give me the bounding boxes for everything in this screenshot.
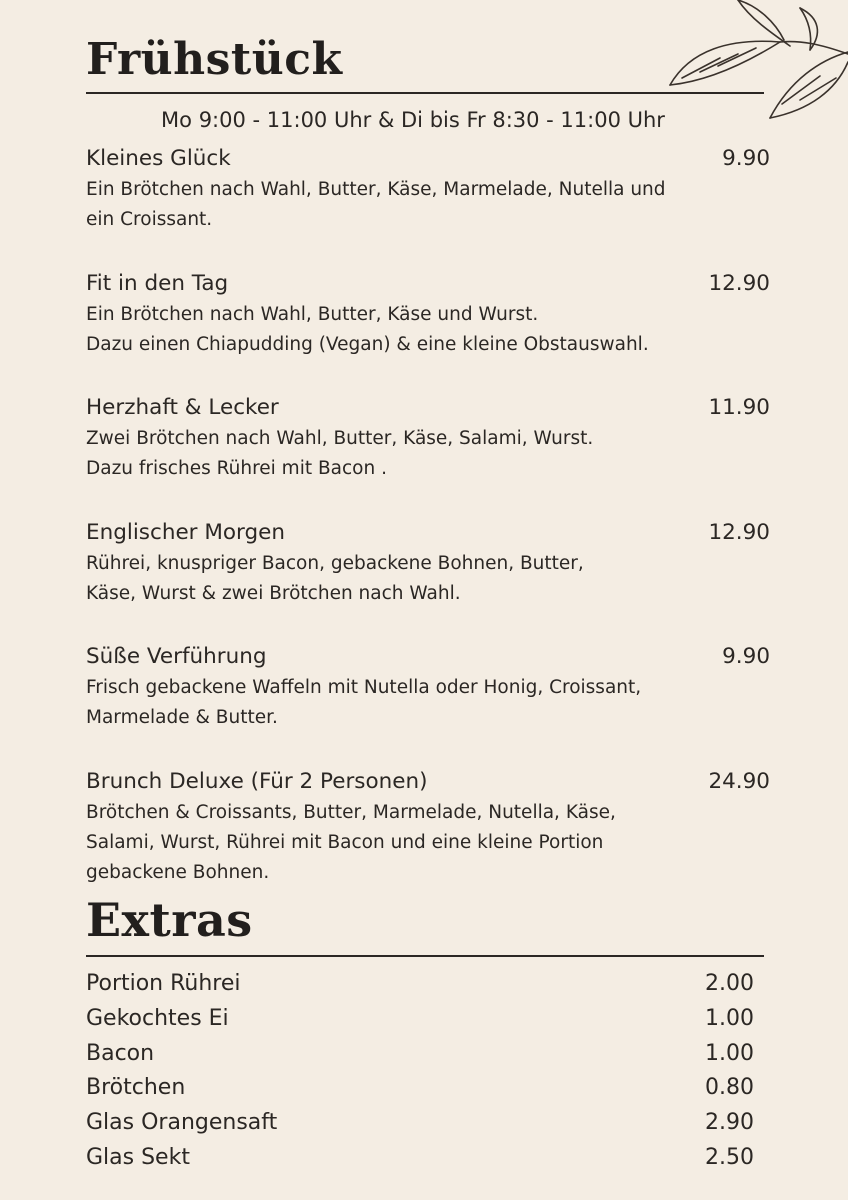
extras-title: Extras <box>86 893 253 947</box>
menu-item-price: 9.90 <box>722 146 770 171</box>
menu-item-price: 9.90 <box>722 644 770 669</box>
description-line: Frisch gebackene Waffeln mit Nutella oder Honig, Croissant, <box>86 677 642 698</box>
extra-item-name: Bacon <box>86 1040 155 1066</box>
title-divider <box>86 92 764 94</box>
menu-item-name: Süße Verführung <box>86 644 267 669</box>
description-line: Ein Brötchen nach Wahl, Butter, Käse und Wurst. <box>86 304 539 325</box>
description-line: Brötchen & Croissants, Butter, Marmelade, Nutella, Käse, <box>86 802 616 823</box>
description-line: Dazu einen Chiapudding (Vegan) & eine kleine Obstauswahl. <box>86 334 649 355</box>
menu-item <box>86 394 776 484</box>
menu-item-name: Fit in den Tag <box>86 271 229 296</box>
description-line: Marmelade & Butter. <box>86 707 278 728</box>
extras-list <box>86 967 758 1176</box>
menu-item-description <box>86 175 756 235</box>
description-line: Ein Brötchen nach Wahl, Butter, Käse, Marmelade, Nutella und <box>86 179 666 200</box>
extra-item <box>86 1071 758 1106</box>
extra-item-name: Glas Orangensaft <box>86 1110 278 1136</box>
menu-item-name: Herzhaft & Lecker <box>86 395 279 420</box>
description-line: Salami, Wurst, Rührei mit Bacon und eine kleine Portion <box>86 832 604 853</box>
extra-item-price: 2.00 <box>705 971 754 996</box>
description-line: Käse, Wurst & zwei Brötchen nach Wahl. <box>86 583 461 604</box>
menu-item <box>86 643 776 733</box>
menu-item <box>86 768 776 888</box>
menu-item-description <box>86 549 756 609</box>
menu-item <box>86 519 776 609</box>
menu-item-name: Brunch Deluxe (Für 2 Personen) <box>86 769 428 794</box>
extra-item-name: Portion Rührei <box>86 971 241 996</box>
description-line: gebackene Bohnen. <box>86 862 270 883</box>
description-line: Zwei Brötchen nach Wahl, Butter, Käse, Salami, Wurst. <box>86 428 594 449</box>
menu-item-price: 11.90 <box>708 395 770 420</box>
menu-item <box>86 145 776 235</box>
opening-hours: Mo 9:00 - 11:00 Uhr & Di bis Fr 8:30 - 11:00 Uhr <box>161 108 665 132</box>
extra-item <box>86 967 758 1002</box>
menu-item-description <box>86 798 756 888</box>
menu-item-description <box>86 300 756 360</box>
description-line: ein Croissant. <box>86 209 213 230</box>
menu-item-name: Englischer Morgen <box>86 520 286 545</box>
menu-item-description <box>86 673 756 733</box>
extras-divider <box>86 955 764 957</box>
menu-item-price: 12.90 <box>708 520 770 545</box>
extra-item-price: 0.80 <box>705 1075 754 1101</box>
description-line: Rührei, knuspriger Bacon, gebackene Bohnen, Butter, <box>86 553 584 574</box>
extra-item-name: Brötchen <box>86 1075 186 1101</box>
breakfast-title: Frühstück <box>86 34 343 85</box>
menu-item-description <box>86 424 756 484</box>
extra-item-price: 1.00 <box>705 1040 754 1066</box>
extra-item-name: Glas Sekt <box>86 1144 190 1170</box>
description-line: Dazu frisches Rührei mit Bacon . <box>86 458 387 479</box>
menu-item-price: 12.90 <box>708 271 770 296</box>
extra-item-name: Gekochtes Ei <box>86 1005 229 1031</box>
extra-item <box>86 1002 758 1037</box>
extra-item-price: 2.90 <box>705 1110 754 1136</box>
extra-item <box>86 1106 758 1141</box>
menu-item-price: 24.90 <box>708 769 770 794</box>
menu-item-name: Kleines Glück <box>86 146 231 171</box>
extra-item-price: 1.00 <box>705 1005 754 1031</box>
extra-item <box>86 1037 758 1072</box>
menu-item <box>86 270 776 360</box>
extra-item <box>86 1141 758 1176</box>
extra-item-price: 2.50 <box>705 1144 754 1170</box>
